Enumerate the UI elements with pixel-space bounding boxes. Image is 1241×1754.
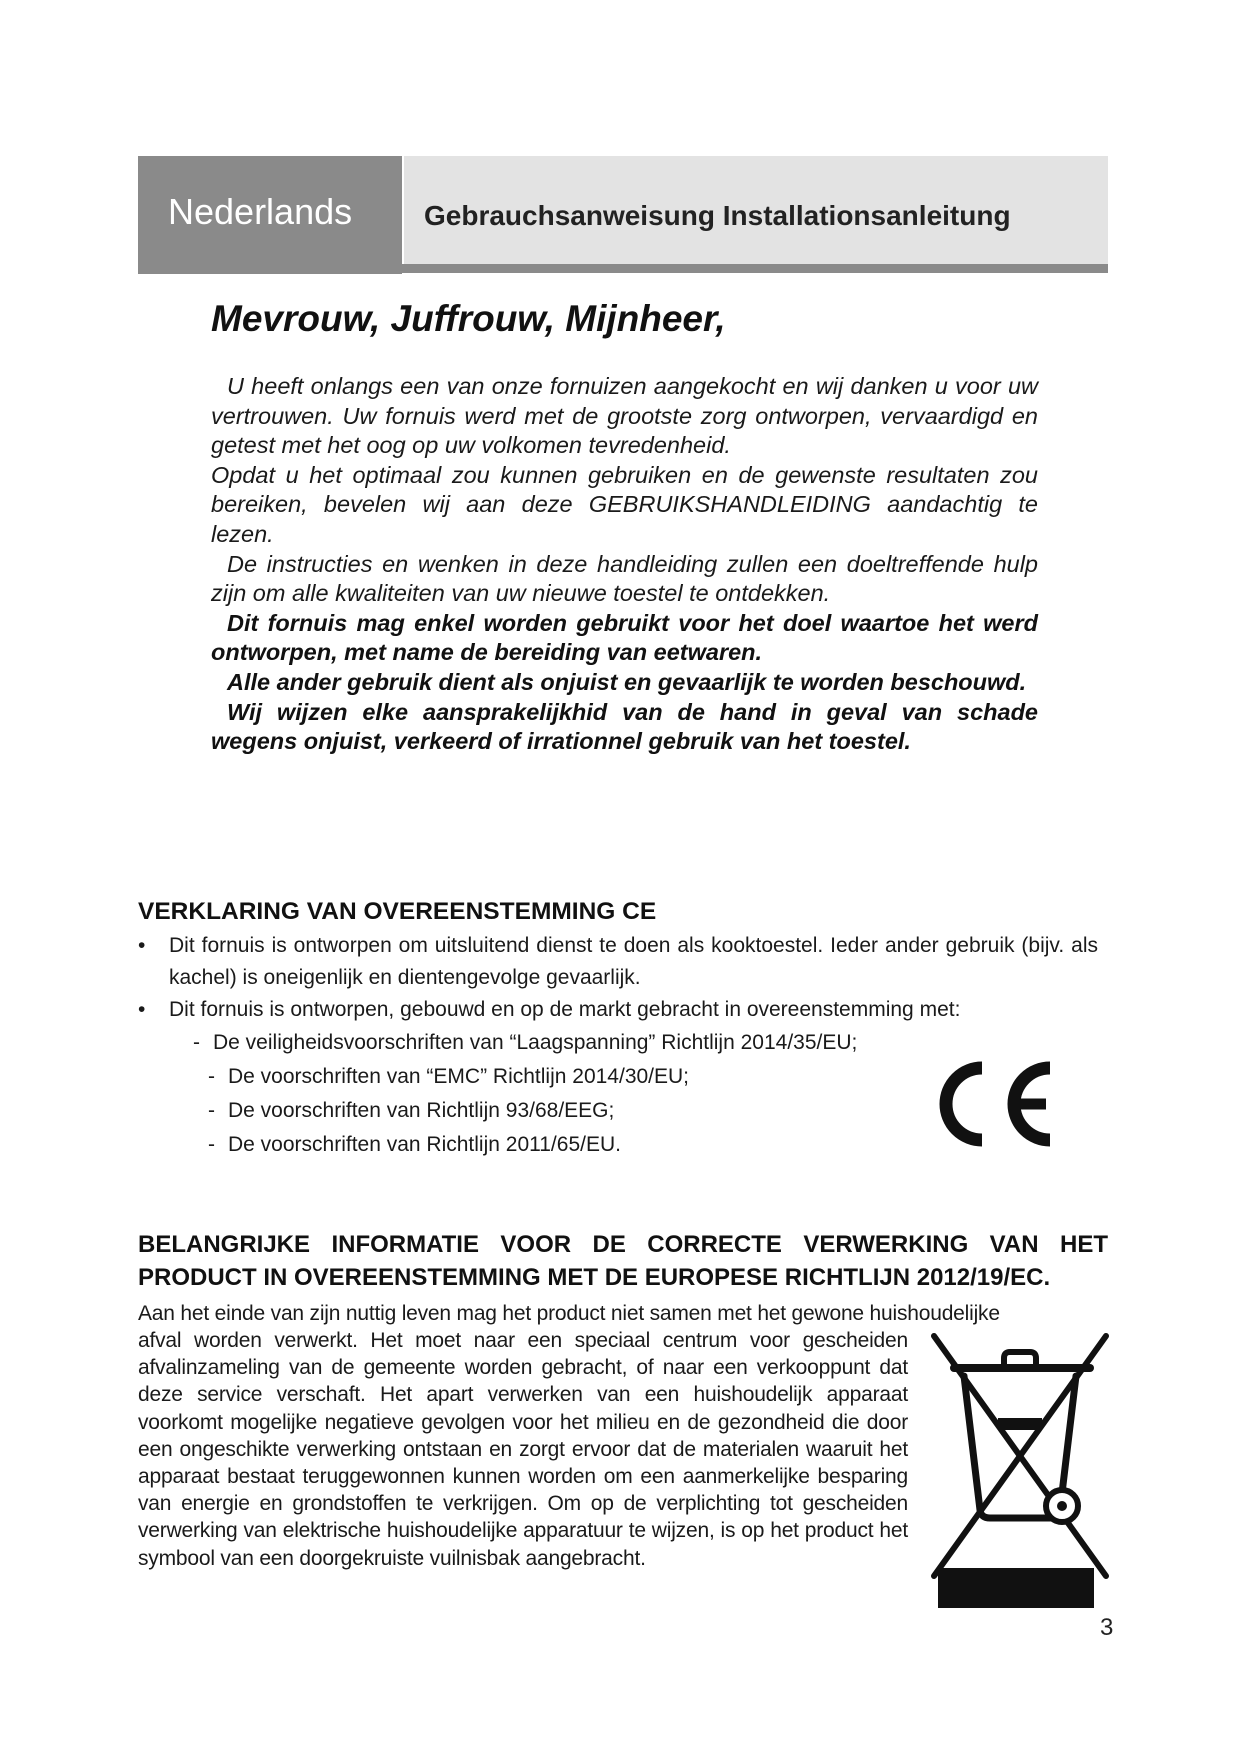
ce-bullet-text: Dit fornuis is ontworpen om uitsluitend dienst te doen als kooktoestel. Ieder ander gebruik (bijv. als kachel) is oneigenlijk en dientengevolge gevaarlijk. xyxy=(169,934,1098,989)
ce-subitem-text: De voorschriften van Richtlijn 2011/65/EU. xyxy=(228,1133,621,1156)
language-tab xyxy=(138,156,402,274)
dash-icon: - xyxy=(208,1133,215,1156)
page-number: 3 xyxy=(1100,1614,1114,1641)
ce-mark-icon xyxy=(932,1060,1057,1148)
dash-icon: - xyxy=(193,1031,200,1054)
ce-bullet xyxy=(138,994,1098,1026)
header-title-box xyxy=(404,156,1108,264)
bullet-icon: • xyxy=(138,934,146,957)
crossed-out-bin-icon xyxy=(930,1332,1110,1580)
weee-text: afval worden verwerkt. Het moet naar een speciaal centrum voor gescheiden afvalinzameling van de gemeente worden gebracht, of naar een verkooppunt dat deze service verschaft. Het apart verwerken van een huishoudelijk apparaat voorkomt mogelijke negatieve gevolgen voor het milieu en de gezondheid die door een ongeschikte verwerking ontstaan en zorgt ervoor dat de materialen waaruit het apparaat bestaat teruggewonnen kunnen worden om een aanmerkelijke besparing van energie en grondstoffen te verkrijgen. Om op de verplichting tot gescheiden verwerking van elektrische huishoudelijke apparatuur te wijzen, is op het product het symbool van een doorgekruiste vuilnisbak aangebracht. xyxy=(138,1329,908,1570)
intro-paragraph: Wij wijzen elke aansprakelijkhid van de hand in geval van schade wegens onjuist, verkeerd of irrationnel gebruik van het toestel. xyxy=(211,698,1038,755)
ce-subitem xyxy=(193,1026,1098,1060)
weee-black-bar xyxy=(938,1568,1094,1608)
header-title: Gebrauchsanweisung Installationsanleitung xyxy=(424,200,1011,231)
intro-paragraph: Alle ander gebruik dient als onjuist en gevaarlijk te worden beschouwd. xyxy=(227,668,1027,695)
bullet-icon: • xyxy=(138,998,146,1021)
page-header xyxy=(138,156,1108,274)
weee-text-first-line: Aan het einde van zijn nuttig leven mag het product niet samen met het gewone huishoudelijke xyxy=(138,1302,1000,1325)
dash-icon: - xyxy=(208,1099,215,1122)
ce-heading: VERKLARING VAN OVEREENSTEMMING CE xyxy=(138,898,657,925)
ce-subitem-text: De voorschriften van “EMC” Richtlijn 2014/30/EU; xyxy=(228,1065,690,1088)
ce-bullet-text: Dit fornuis is ontworpen, gebouwd en op de markt gebracht in overeenstemming met: xyxy=(169,998,961,1021)
header-rule xyxy=(138,264,1108,273)
dash-icon: - xyxy=(208,1065,215,1088)
salutation: Mevrouw, Juffrouw, Mijnheer, xyxy=(211,298,726,339)
ce-subitem-text: De voorschriften van Richtlijn 93/68/EEG; xyxy=(228,1099,615,1122)
intro-paragraph: Dit fornuis mag enkel worden gebruikt voor het doel waartoe het werd ontworpen, met name de bereiding van eetwaren. xyxy=(211,609,1038,666)
intro-paragraph: Opdat u het optimaal zou kunnen gebruiken en de gewenste resultaten zou bereiken, bevelen wij aan deze GEBRUIKSHANDLEIDING aandachtig te lezen. xyxy=(211,461,1038,547)
intro-text xyxy=(211,372,1038,757)
intro-paragraph: U heeft onlangs een van onze fornuizen aangekocht en wij danken u voor uw vertrouwen. Uw fornuis werd met de grootste zorg ontworpen, vervaardigd en getest met het oog op uw volkomen tevredenheid. xyxy=(211,373,1038,459)
intro-paragraph: De instructies en wenken in deze handleiding zullen een doeltreffende hulp zijn om alle kwaliteiten van uw nieuwe toestel te ontdekken. xyxy=(211,550,1038,607)
weee-heading: BELANGRIJKE INFORMATIE VOOR DE CORRECTE VERWERKING VAN HET PRODUCT IN OVEREENSTEMMING MET DE EUROPESE RICHTLIJN 2012/19/EC. xyxy=(138,1231,1108,1291)
ce-subitem-text: De veiligheidsvoorschriften van “Laagspanning” Richtlijn 2014/35/EU; xyxy=(213,1031,858,1054)
ce-bullet xyxy=(138,930,1098,994)
language-label: Nederlands xyxy=(168,191,353,232)
